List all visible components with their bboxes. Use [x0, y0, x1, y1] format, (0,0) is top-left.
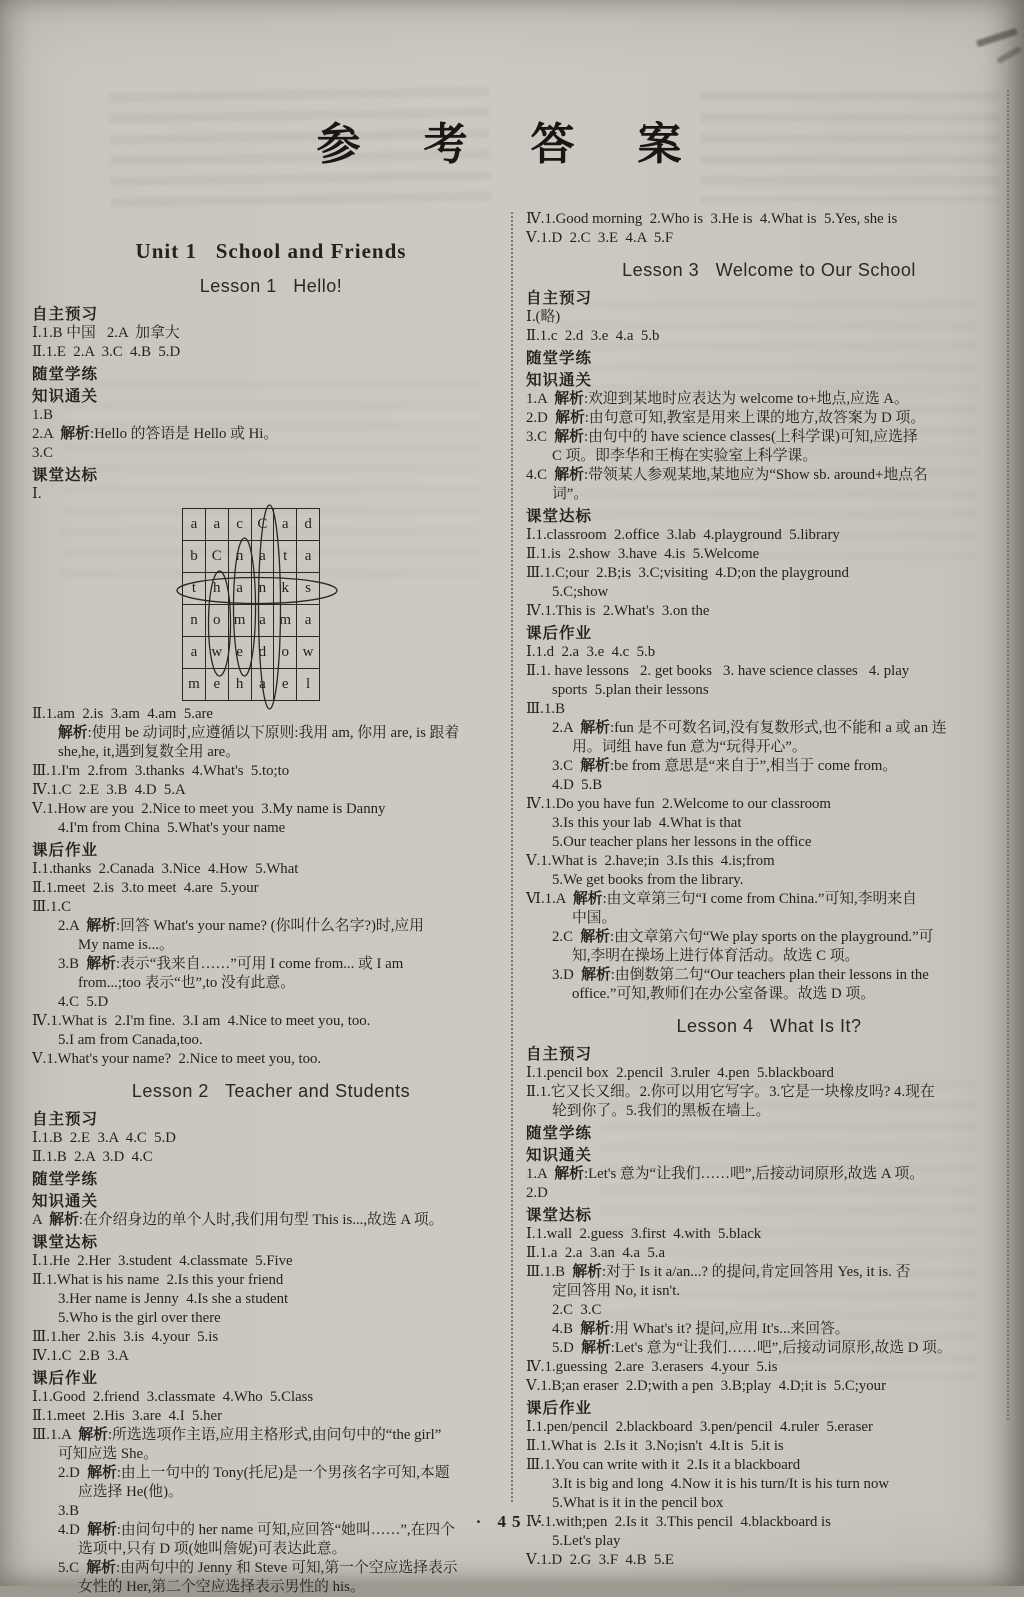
answer-line: 3.Is this your lab 4.What is that [552, 815, 742, 831]
answer-line: sports 5.plan their lessons [552, 682, 709, 698]
answer-line: Ⅱ.1.meet 2.His 3.are 4.I 5.her [32, 1408, 223, 1424]
answer-line: Ⅱ.1.is 2.show 3.have 4.is 5.Welcome [526, 546, 760, 562]
section-heading: 课后作业 [32, 1370, 99, 1387]
answer-line: 5.I am from Canada,too. [58, 1032, 203, 1048]
answer-line: Ⅳ.1.guessing 2.are 3.erasers 4.your 5.is [526, 1359, 778, 1375]
analysis-label: 解析 [580, 758, 610, 774]
answer-line: Ⅲ.1.B 解析:对于 Is it a/an...? 的提问,肯定回答用 Yes, it is. 否 [526, 1264, 911, 1280]
grid-cell: d [297, 509, 320, 541]
answer-line: 2.D 解析:由句意可知,教室是用来上课的地方,故答案为 D 项。 [526, 410, 926, 426]
answer-line: from...;too 表示“也”,to 没有此意。 [78, 975, 295, 991]
answer-line: she,he, it,遇到复数全用 are。 [58, 744, 241, 760]
answer-line: 5.D 解析:Let's 意为“让我们……吧”,后接动词原形,故选 D 项。 [552, 1340, 952, 1356]
analysis-label: 解析 [554, 1166, 584, 1182]
analysis-label: 解析 [86, 918, 116, 934]
scan-edge-mark [996, 46, 1022, 64]
answer-line: 选项中,只有 D 项(她叫詹妮)可表达此意。 [78, 1541, 347, 1557]
answer-line: Ⅳ.1.with;pen 2.Is it 3.This pencil 4.blackboard is [526, 1514, 831, 1530]
answer-line: Ⅰ.1.B 中国 2.A 加拿大 [32, 325, 180, 341]
answer-line: 2.D [526, 1185, 548, 1201]
answer-line: 3.It is big and long 4.Now it is his turn/It is his turn now [552, 1476, 890, 1492]
answer-line: Ⅱ.1.What is 2.Is it 3.No;isn't 4.It is 5.it is [526, 1438, 784, 1454]
answer-line: 2.A 解析:Hello 的答语是 Hello 或 Hi。 [32, 426, 279, 442]
answer-line: Ⅱ.1.am 2.is 3.am 4.am 5.are [32, 706, 214, 722]
grid-cell: m [228, 605, 251, 637]
analysis-label: 解析 [87, 1522, 117, 1538]
answer-line: 5.Let's play [552, 1533, 621, 1549]
answer-line: 5.We get books from the library. [552, 872, 744, 888]
grid-cell: e [205, 669, 228, 701]
section-heading: 课后作业 [526, 1400, 593, 1417]
answer-line: Ⅳ.1.Good morning 2.Who is 3.He is 4.What is 5.Yes, she is [526, 211, 898, 227]
grid-cell: t [274, 541, 297, 573]
section-heading: 随堂学练 [32, 366, 99, 383]
answer-line: 2.A 解析:fun 是不可数名词,没有复数形式,也不能和 a 或 an 连 [552, 720, 947, 736]
grid-cell: a [297, 605, 320, 637]
answer-line: Ⅱ.1.B 2.A 3.D 4.C [32, 1149, 153, 1165]
answer-line: 用。词组 have fun 意为“玩得开心”。 [572, 739, 807, 755]
scan-edge-mark [976, 28, 1018, 48]
answer-line: 4.D 解析:由问句中的 her name 可知,应回答“她叫……”,在四个 [58, 1522, 456, 1538]
grid-cell: e [228, 637, 251, 669]
answer-line: 1.A 解析:Let's 意为“让我们……吧”,后接动词原形,故选 A 项。 [526, 1166, 925, 1182]
answer-line: 可知应选 She。 [58, 1446, 158, 1462]
answer-line: Ⅲ.1.C;our 2.B;is 3.C;visiting 4.D;on the playground [526, 565, 849, 581]
grid-cell: o [274, 637, 297, 669]
grid-cell: m [183, 669, 206, 701]
answer-line: Ⅱ.1.它又长又细。2.你可以用它写字。3.它是一块橡皮吗? 4.现在 [526, 1084, 935, 1100]
answer-line: Ⅰ.1.pencil box 2.pencil 3.ruler 4.pen 5.blackboard [526, 1065, 834, 1081]
answer-line: Ⅲ.1.I'm 2.from 3.thanks 4.What's 5.to;to [32, 763, 290, 779]
section-heading: 知识通关 [32, 388, 99, 405]
answer-line: 5.C 解析:由两句中的 Jenny 和 Steve 可知,第一个空应选择表示 [58, 1560, 458, 1576]
lesson-title: Lesson 3 Welcome to Our School [622, 260, 916, 280]
answer-line: Ⅴ.1.D 2.C 3.E 4.A 5.F [526, 230, 674, 246]
lesson-title: Lesson 2 Teacher and Students [131, 1081, 411, 1101]
answer-line: Ⅳ.1.C 2.B 3.A [32, 1348, 129, 1364]
answer-line: 3.B [58, 1503, 79, 1519]
page-number: · 45 · [475, 1512, 549, 1531]
section-heading: 课后作业 [32, 842, 99, 859]
grid-cell: d [251, 637, 274, 669]
analysis-label: 解析 [86, 1560, 116, 1576]
answer-line: 3.C [32, 445, 53, 461]
grid-cell: m [274, 605, 297, 637]
analysis-label: 解析 [580, 1321, 610, 1337]
grid-cell: a [251, 541, 274, 573]
section-heading: 课堂达标 [526, 1207, 593, 1224]
analysis-label: 解析 [572, 891, 603, 907]
answer-line: 解析:使用 be 动词时,应遵循以下原则:我用 am, 你用 are, is 跟着 [58, 725, 460, 741]
section-heading: 自主预习 [526, 290, 593, 307]
section-heading: 课堂达标 [32, 467, 99, 484]
answer-line: Ⅲ.1.her 2.his 3.is 4.your 5.is [32, 1329, 219, 1345]
grid-cell: h [205, 573, 228, 605]
answer-line: 4.B 解析:用 What's it? 提问,应用 It's...来回答。 [552, 1321, 850, 1337]
answer-line: 词”。 [552, 486, 589, 502]
answer-line: 5.Our teacher plans her lessons in the office [552, 834, 812, 850]
answer-line: 应选择 He(他)。 [78, 1484, 183, 1500]
grid-cell: h [228, 669, 251, 701]
analysis-label: 解析 [554, 391, 584, 407]
answer-line: 5.C;show [552, 584, 609, 600]
answer-line: Ⅰ.1.classroom 2.office 3.lab 4.playground 5.library [526, 527, 840, 543]
answer-line: Ⅳ.1.Do you have fun 2.Welcome to our classroom [526, 796, 831, 812]
answer-line: 5.What is it in the pencil box [552, 1495, 724, 1511]
analysis-label: 解析 [555, 410, 585, 426]
answer-line: Ⅰ.1.B 2.E 3.A 4.C 5.D [32, 1130, 176, 1146]
grid-cell: k [274, 573, 297, 605]
answer-line: 2.C 3.C [552, 1302, 602, 1318]
answer-line: Ⅱ.1.What is his name 2.Is this your friend [32, 1272, 284, 1288]
section-heading: 随堂学练 [526, 1125, 593, 1142]
analysis-label: 解析 [580, 720, 610, 736]
answer-line: 1.A 解析:欢迎到某地时应表达为 welcome to+地点,应选 A。 [526, 391, 909, 407]
analysis-label: 解析 [78, 1427, 108, 1443]
section-heading: 课堂达标 [32, 1234, 99, 1251]
analysis-label: 解析 [86, 956, 116, 972]
answer-line: Ⅰ.(略) [526, 309, 561, 325]
answer-line: 4.I'm from China 5.What's your name [58, 820, 286, 836]
answer-line: Ⅱ.1.a 2.a 3.an 4.a 5.a [526, 1245, 666, 1261]
answer-line: Ⅲ.1.You can write with it 2.Is it a blackboard [526, 1457, 801, 1473]
answer-line: Ⅰ.1.Good 2.friend 3.classmate 4.Who 5.Class [32, 1389, 314, 1405]
answer-line: Ⅰ.1.d 2.a 3.e 4.c 5.b [526, 644, 656, 660]
answer-line: 定回答用 No, it isn't. [552, 1283, 681, 1299]
section-heading: 课堂达标 [526, 508, 593, 525]
grid-cell: n [183, 605, 206, 637]
answer-line: Ⅵ.1.A 解析:由文章第三句“I come from China.”可知,李明来自 [526, 891, 917, 907]
answer-line: Ⅱ.1.E 2.A 3.C 4.B 5.D [32, 344, 181, 360]
grid-cell: a [251, 605, 274, 637]
section-heading: 自主预习 [32, 306, 99, 323]
grid-cell: a [297, 541, 320, 573]
grid-cell: c [228, 509, 251, 541]
section-heading: 自主预习 [526, 1046, 593, 1063]
grid-cell: w [297, 637, 320, 669]
letter-grid-puzzle [182, 508, 320, 701]
grid-cell: C [251, 509, 274, 541]
analysis-label: 解析 [554, 429, 584, 445]
section-heading: 知识通关 [32, 1193, 99, 1210]
answer-line: 女性的 Her,第二个空应选择表示男性的 his。 [78, 1579, 365, 1595]
grid-cell: a [183, 637, 206, 669]
grid-cell: n [228, 541, 251, 573]
analysis-label: 解析 [60, 426, 90, 442]
section-heading: 自主预习 [32, 1111, 99, 1128]
grid-cell: a [274, 509, 297, 541]
unit-title: Unit 1 School and Friends [135, 239, 407, 263]
analysis-label: 解析 [581, 1340, 611, 1356]
left-column [32, 238, 510, 1597]
analysis-label: 解析 [581, 967, 611, 983]
analysis-label: 解析 [554, 467, 584, 483]
answer-line: Ⅲ.1.C [32, 899, 71, 915]
answer-line: Ⅰ.1.pen/pencil 2.blackboard 3.pen/pencil 4.ruler 5.eraser [526, 1419, 873, 1435]
section-heading: 随堂学练 [526, 350, 593, 367]
answer-line: 3.Her name is Jenny 4.Is she a student [58, 1291, 289, 1307]
answer-line: 3.C 解析:由句中的 have science classes(上科学课)可知,应选择 [526, 429, 918, 445]
grid-cell: a [228, 573, 251, 605]
answer-line: Ⅳ.1.What is 2.I'm fine. 3.I am 4.Nice to meet you, too. [32, 1013, 371, 1029]
page-title: 参 考 答 案 [316, 120, 708, 169]
answer-line: Ⅰ.1.wall 2.guess 3.first 4.with 5.black [526, 1226, 762, 1242]
answer-line: office.”可知,教师们在办公室备课。故选 D 项。 [572, 986, 876, 1002]
grid-cell: s [297, 573, 320, 605]
answer-line: Ⅴ.1.What's your name? 2.Nice to meet you, too. [32, 1051, 322, 1067]
answer-line: 2.A 解析:回答 What's your name? (你叫什么名字?)时,应用 [58, 918, 424, 934]
analysis-label: 解析 [87, 1465, 117, 1481]
letter-grid [182, 508, 320, 701]
answer-line: 知,李明在操场上进行体育活动。故选 C 项。 [572, 948, 860, 964]
answer-line: 2.D 解析:由上一句中的 Tony(托尼)是一个男孩名字可知,本题 [58, 1465, 450, 1481]
grid-cell: e [274, 669, 297, 701]
answer-line: Ⅱ.1. have lessons 2. get books 3. have science classes 4. play [526, 663, 910, 679]
analysis-label: 解析 [49, 1212, 79, 1228]
answer-line: My name is...。 [78, 937, 174, 953]
answer-line: Ⅱ.1.meet 2.is 3.to meet 4.are 5.your [32, 880, 259, 896]
answer-line: Ⅴ.1.How are you 2.Nice to meet you 3.My name is Danny [32, 801, 386, 817]
grid-cell: b [183, 541, 206, 573]
grid-cell: a [205, 509, 228, 541]
answer-line: Ⅴ.1.What is 2.have;in 3.Is this 4.is;from [526, 853, 775, 869]
grid-cell: C [205, 541, 228, 573]
answer-line: Ⅰ.1.He 2.Her 3.student 4.classmate 5.Five [32, 1253, 293, 1269]
grid-cell: o [205, 605, 228, 637]
answer-line: 3.C 解析:be from 意思是“来自于”,相当于 come from。 [552, 758, 898, 774]
grid-cell: a [183, 509, 206, 541]
analysis-label: 解析 [58, 725, 88, 741]
lesson-title: Lesson 1 Hello! [199, 276, 343, 296]
answer-line: Ⅳ.1.C 2.E 3.B 4.D 5.A [32, 782, 186, 798]
answer-line: 中国。 [572, 910, 617, 926]
section-heading: 知识通关 [526, 1147, 593, 1164]
section-heading: 知识通关 [526, 372, 593, 389]
answer-line: Ⅴ.1.D 2.G 3.F 4.B 5.E [526, 1552, 674, 1568]
answer-line: 轮到你了。5.我们的黑板在墙上。 [552, 1103, 771, 1119]
answer-line: Ⅲ.1.B [526, 701, 565, 717]
answer-line: 1.B [32, 407, 53, 423]
answer-line: Ⅰ. [32, 486, 42, 502]
answer-line: 2.C 解析:由文章第六句“We play sports on the playground.”可 [552, 929, 934, 945]
answer-line: Ⅱ.1.c 2.d 3.e 4.a 5.b [526, 328, 660, 344]
grid-cell: l [297, 669, 320, 701]
answer-line: C 项。即李华和王梅在实验室上科学课。 [552, 448, 818, 464]
answer-line: Ⅴ.1.B;an eraser 2.D;with a pen 3.B;play 4.D;it is 5.C;your [526, 1378, 887, 1394]
grid-cell: w [205, 637, 228, 669]
answer-line: Ⅰ.1.thanks 2.Canada 3.Nice 4.How 5.What [32, 861, 299, 877]
grid-cell: n [251, 573, 274, 605]
answer-line: 4.C 5.D [58, 994, 109, 1010]
right-column [526, 210, 1012, 1570]
grid-cell: t [183, 573, 206, 605]
grid-cell: a [251, 669, 274, 701]
analysis-label: 解析 [572, 1264, 602, 1280]
lesson-title: Lesson 4 What Is It? [676, 1016, 862, 1036]
analysis-label: 解析 [580, 929, 610, 945]
answer-line: A 解析:在介绍身边的单个人时,我们用句型 This is...,故选 A 项。 [32, 1212, 444, 1228]
section-heading: 课后作业 [526, 625, 593, 642]
answer-line: 4.D 5.B [552, 777, 603, 793]
answer-line: Ⅳ.1.This is 2.What's 3.on the [526, 603, 710, 619]
answer-line: 3.D 解析:由倒数第二句“Our teachers plan their lessons in the [552, 967, 929, 983]
answer-line: 5.Who is the girl over there [58, 1310, 221, 1326]
answer-line: Ⅲ.1.A 解析:所选选项作主语,应用主格形式,由问句中的“the girl” [32, 1427, 442, 1443]
column-divider [511, 212, 513, 1502]
answer-line: 4.C 解析:带领某人参观某地,某地应为“Show sb. around+地点名 [526, 467, 928, 483]
section-heading: 随堂学练 [32, 1171, 99, 1188]
answer-line: 3.B 解析:表示“我来自……”可用 I come from... 或 I am [58, 956, 404, 972]
